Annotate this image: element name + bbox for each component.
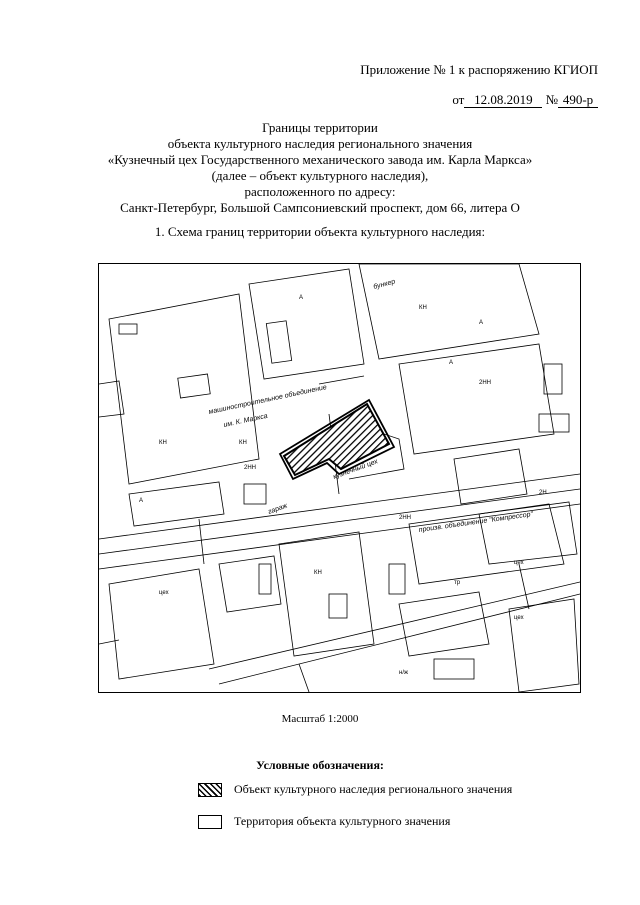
territory-map xyxy=(98,263,581,693)
map-label-zhn: 2НН xyxy=(244,465,257,471)
map-label-tr: тр xyxy=(454,580,461,586)
map-label-garage: гараж xyxy=(267,502,289,516)
legend-title: Условные обозначения: xyxy=(256,758,384,772)
map-label-a: А xyxy=(299,295,304,301)
legend-item-territory xyxy=(198,814,450,829)
document-date: 12.08.2019 xyxy=(464,93,542,108)
document-number: 490-р xyxy=(558,93,598,108)
title-address: Санкт-Петербург, Большой Сампсониевский проспект, дом 66, литера О xyxy=(120,200,520,215)
title-line: расположенного по адресу: xyxy=(244,184,396,199)
map-label-a: А xyxy=(479,320,484,326)
date-prefix: от xyxy=(452,92,465,107)
map-label-enterprise: машиностроительное объединение xyxy=(207,384,328,416)
map-label-zh: 2Н xyxy=(539,490,547,496)
schema-caption: 1. Схема границ территории объекта культурного наследия: xyxy=(154,224,486,239)
hatched-swatch-icon xyxy=(198,783,222,797)
map-drawing xyxy=(99,264,580,692)
map-label-cex: цех xyxy=(514,560,524,566)
title-line: «Кузнечный цех Государственного механического завода им. Карла Маркса» xyxy=(107,152,533,167)
document-title xyxy=(0,120,640,216)
title-line: (далее – объект культурного наследия), xyxy=(211,168,429,183)
map-label-cex: цех xyxy=(159,590,169,596)
appendix-header: Приложение № 1 к распоряжению КГИОП xyxy=(360,62,598,77)
title-line: Границы территории xyxy=(262,120,378,135)
legend-item-heritage-object xyxy=(198,782,512,797)
map-label-association: произв. объединение "Компрессор" xyxy=(418,511,534,534)
map-label-enterprise-name: им. К. Маркса xyxy=(222,412,269,429)
map-label-kn: КН xyxy=(419,305,427,311)
map-scale: Масштаб 1:2000 xyxy=(281,713,359,725)
map-label-nezh: н/ж xyxy=(399,670,408,676)
map-label-bunker: бункер xyxy=(372,278,396,291)
title-line: объекта культурного наследия регионального значения xyxy=(167,136,473,151)
map-label-kn: КН xyxy=(159,440,167,446)
number-prefix: № xyxy=(545,92,558,107)
map-label-a: А xyxy=(139,498,144,504)
map-label-kn: КН xyxy=(239,440,247,446)
legend-label: Территория объекта культурного значения xyxy=(234,814,451,828)
map-label-forge: кузнечный цех xyxy=(332,458,379,481)
outline-swatch-icon xyxy=(198,815,222,829)
legend-label: Объект культурного наследия регионального значения xyxy=(234,782,513,796)
map-label-cex: цех xyxy=(514,615,524,621)
document-date-line xyxy=(452,92,598,108)
map-label-kn: КН xyxy=(314,570,322,576)
map-label-zhn: 2НН xyxy=(399,515,412,521)
map-label-zhn: 2НН xyxy=(479,380,492,386)
map-label-a: А xyxy=(449,360,454,366)
